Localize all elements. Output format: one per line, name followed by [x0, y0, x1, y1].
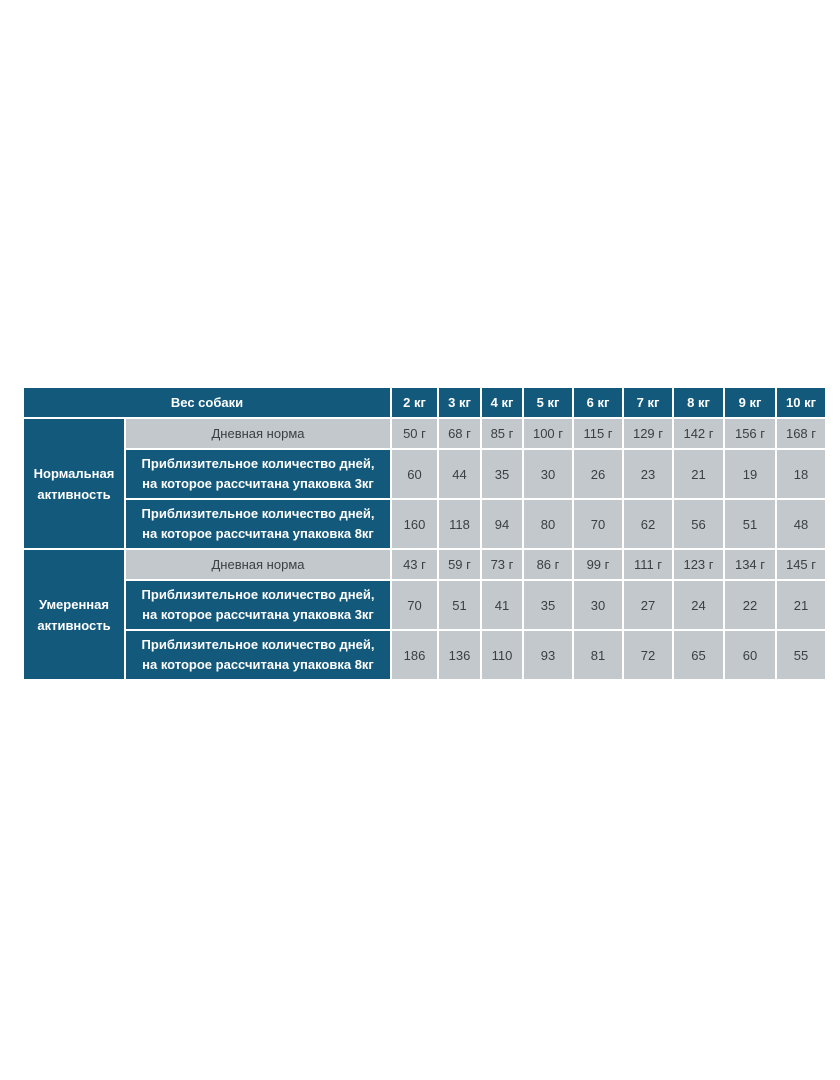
days-cell: 44 — [439, 450, 480, 498]
days-cell: 160 — [392, 500, 437, 548]
days-per-package-label — [126, 500, 390, 548]
activity-group-label-line: активность — [37, 486, 111, 502]
daily-norm-cell: 85 г — [482, 419, 522, 448]
daily-norm-cell: 142 г — [674, 419, 723, 448]
days-cell: 93 — [524, 631, 572, 679]
row-label-line: Приблизительное количество дней, — [141, 506, 375, 521]
daily-norm-cell: 50 г — [392, 419, 437, 448]
days-cell: 51 — [725, 500, 775, 548]
table-row — [24, 550, 825, 579]
activity-group-label-line: активность — [37, 617, 111, 633]
daily-norm-cell: 73 г — [482, 550, 522, 579]
days-cell: 35 — [524, 581, 572, 629]
table-row — [24, 581, 825, 629]
days-cell: 30 — [574, 581, 622, 629]
days-cell: 81 — [574, 631, 622, 679]
header-weight-cell: 2 кг — [392, 388, 437, 417]
header-weight-cell: 5 кг — [524, 388, 572, 417]
daily-norm-cell: 99 г — [574, 550, 622, 579]
daily-norm-cell: 111 г — [624, 550, 672, 579]
header-weight-cell: 9 кг — [725, 388, 775, 417]
daily-norm-cell: 86 г — [524, 550, 572, 579]
days-cell: 94 — [482, 500, 522, 548]
days-cell: 26 — [574, 450, 622, 498]
header-weight-cell: 10 кг — [777, 388, 825, 417]
row-label-line: Приблизительное количество дней, — [141, 587, 375, 602]
days-cell: 21 — [777, 581, 825, 629]
daily-norm-cell: 123 г — [674, 550, 723, 579]
header-weight-cell: 8 кг — [674, 388, 723, 417]
daily-norm-cell: 145 г — [777, 550, 825, 579]
days-cell: 80 — [524, 500, 572, 548]
header-weight-cell: 4 кг — [482, 388, 522, 417]
row-label-line: Дневная норма — [211, 557, 305, 572]
days-cell: 51 — [439, 581, 480, 629]
days-cell: 30 — [524, 450, 572, 498]
daily-norm-label — [126, 550, 390, 579]
row-label-line: на которое рассчитана упаковка 8кг — [142, 526, 374, 541]
row-label-line: Приблизительное количество дней, — [141, 456, 375, 471]
table-row — [24, 631, 825, 679]
days-cell: 23 — [624, 450, 672, 498]
days-cell: 118 — [439, 500, 480, 548]
header-weight-cell: 7 кг — [624, 388, 672, 417]
days-cell: 21 — [674, 450, 723, 498]
days-cell: 56 — [674, 500, 723, 548]
days-per-package-label — [126, 581, 390, 629]
daily-norm-cell: 68 г — [439, 419, 480, 448]
daily-norm-cell: 168 г — [777, 419, 825, 448]
days-cell: 27 — [624, 581, 672, 629]
header-weight-label: Вес собаки — [24, 388, 390, 417]
row-label-line: на которое рассчитана упаковка 3кг — [142, 476, 374, 491]
activity-group-label-line: Нормальная — [33, 465, 115, 481]
activity-group-label — [24, 550, 124, 679]
days-cell: 70 — [392, 581, 437, 629]
days-cell: 41 — [482, 581, 522, 629]
daily-norm-cell: 43 г — [392, 550, 437, 579]
days-cell: 48 — [777, 500, 825, 548]
header-weight-cell: 6 кг — [574, 388, 622, 417]
table-row — [24, 450, 825, 498]
days-cell: 55 — [777, 631, 825, 679]
daily-norm-label — [126, 419, 390, 448]
days-cell: 186 — [392, 631, 437, 679]
days-cell: 18 — [777, 450, 825, 498]
days-cell: 72 — [624, 631, 672, 679]
days-cell: 35 — [482, 450, 522, 498]
days-cell: 62 — [624, 500, 672, 548]
days-per-package-label — [126, 450, 390, 498]
activity-group-label — [24, 419, 124, 548]
daily-norm-cell: 59 г — [439, 550, 480, 579]
days-cell: 136 — [439, 631, 480, 679]
row-label-line: Приблизительное количество дней, — [141, 637, 375, 652]
daily-norm-cell: 100 г — [524, 419, 572, 448]
daily-norm-cell: 129 г — [624, 419, 672, 448]
header-row — [24, 388, 825, 417]
days-cell: 24 — [674, 581, 723, 629]
days-cell: 60 — [392, 450, 437, 498]
daily-norm-cell: 115 г — [574, 419, 622, 448]
daily-norm-cell: 134 г — [725, 550, 775, 579]
row-label-line: на которое рассчитана упаковка 3кг — [142, 607, 374, 622]
table-row — [24, 500, 825, 548]
days-cell: 19 — [725, 450, 775, 498]
days-cell: 110 — [482, 631, 522, 679]
feeding-table — [22, 386, 827, 681]
row-label-line: на которое рассчитана упаковка 8кг — [142, 657, 374, 672]
row-label-line: Дневная норма — [211, 426, 305, 441]
days-cell: 65 — [674, 631, 723, 679]
days-per-package-label — [126, 631, 390, 679]
header-weight-cell: 3 кг — [439, 388, 480, 417]
table-row — [24, 419, 825, 448]
days-cell: 70 — [574, 500, 622, 548]
days-cell: 60 — [725, 631, 775, 679]
activity-group-label-line: Умеренная — [39, 596, 109, 612]
daily-norm-cell: 156 г — [725, 419, 775, 448]
days-cell: 22 — [725, 581, 775, 629]
